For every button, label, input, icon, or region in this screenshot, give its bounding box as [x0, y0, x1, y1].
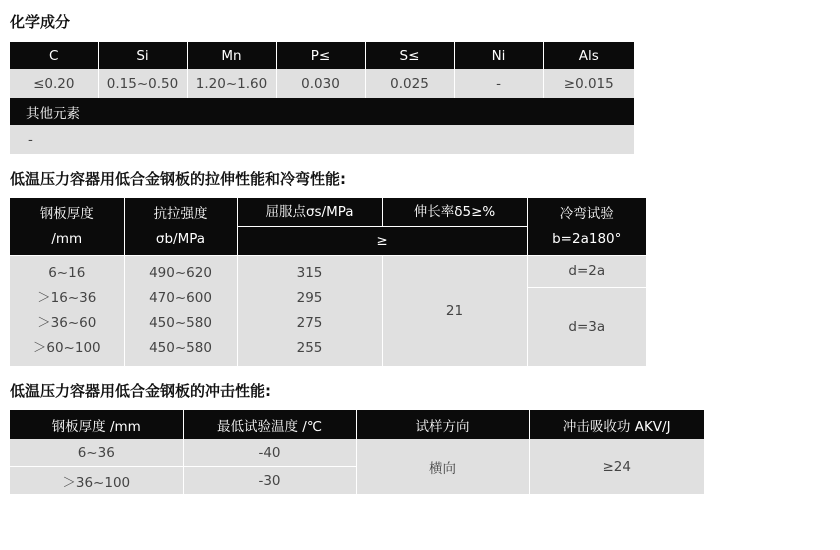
column-header-yield: 屈服点σs/MPa: [237, 198, 382, 227]
thickness-value: ＞16~36: [37, 290, 97, 306]
bend-header-line2: b=2a180°: [552, 230, 622, 247]
value-s: 0.025: [365, 69, 454, 98]
bend-header-line1: 冷弯试验: [559, 205, 614, 222]
thickness-header-line2: /mm: [51, 230, 83, 247]
energy-value: ≥24: [529, 439, 704, 494]
tensile-value: 450~580: [149, 315, 212, 331]
yield-value: 295: [296, 290, 323, 306]
value-als: ≥0.015: [543, 69, 634, 98]
column-header-temperature: 最低试验温度 /℃: [183, 410, 356, 439]
value-mn: 1.20~1.60: [187, 69, 276, 98]
yield-column: [237, 256, 382, 367]
chemical-composition-title: 化学成分: [10, 13, 71, 31]
table-row: [10, 98, 634, 125]
table-row: [10, 256, 646, 367]
tensile-column: [124, 256, 237, 367]
impact-properties-title: 低温压力容器用低合金钢板的冲击性能:: [10, 382, 272, 400]
thickness-value: ＞36~60: [37, 315, 97, 331]
bend-column: [527, 256, 646, 367]
chemical-composition-table: [10, 42, 634, 154]
table-header-row: [10, 42, 634, 69]
tensile-header-line1: 抗拉强度: [153, 205, 208, 222]
temperature-value: -40: [183, 439, 356, 467]
column-header-p: P≤: [276, 42, 365, 69]
column-header-mn: Mn: [187, 42, 276, 69]
other-elements-value: -: [10, 125, 634, 154]
value-c: ≤0.20: [10, 69, 98, 98]
yield-value: 315: [296, 265, 323, 281]
tensile-properties-table: [10, 198, 646, 366]
tensile-value: 470~600: [149, 290, 212, 306]
min-symbol-header: ≥: [237, 227, 527, 256]
thickness-value: ＞60~100: [32, 340, 101, 356]
yield-value: 255: [296, 340, 323, 356]
table-row: [10, 439, 704, 467]
thickness-column: [10, 256, 124, 367]
column-header-s: S≤: [365, 42, 454, 69]
impact-properties-table: [10, 410, 704, 494]
table-row: [10, 69, 634, 98]
thickness-value: 6~36: [10, 439, 183, 467]
yield-value: 275: [296, 315, 323, 331]
table-header-row: [10, 410, 704, 439]
column-header-elongation: 伸长率δ5≥%: [382, 198, 527, 227]
tensile-value: 490~620: [149, 265, 212, 281]
table-header-row: [10, 198, 646, 227]
column-header-si: Si: [98, 42, 187, 69]
table-row: [10, 125, 634, 154]
column-header-thickness: 钢板厚度 /mm: [10, 410, 183, 439]
direction-value: 横向: [356, 439, 529, 494]
bend-value: d=2a: [528, 256, 647, 288]
tensile-value: 450~580: [149, 340, 212, 356]
column-header-direction: 试样方向: [356, 410, 529, 439]
other-elements-header: 其他元素: [10, 98, 634, 125]
column-header-ni: Ni: [454, 42, 543, 69]
value-si: 0.15~0.50: [98, 69, 187, 98]
elongation-value: 21: [382, 256, 527, 367]
column-header-energy: 冲击吸收功 AKV/J: [529, 410, 704, 439]
value-p: 0.030: [276, 69, 365, 98]
tensile-header-line2: σb/MPa: [155, 230, 206, 247]
column-header-thickness: [10, 198, 124, 256]
bend-value: d=3a: [568, 319, 606, 335]
column-header-bend: [527, 198, 646, 256]
column-header-c: C: [10, 42, 98, 69]
value-ni: -: [454, 69, 543, 98]
thickness-value: ＞36~100: [10, 467, 183, 495]
temperature-value: -30: [183, 467, 356, 495]
column-header-tensile: [124, 198, 237, 256]
tensile-properties-title: 低温压力容器用低合金钢板的拉伸性能和冷弯性能:: [10, 170, 347, 188]
column-header-als: Als: [543, 42, 634, 69]
thickness-value: 6~16: [48, 265, 86, 281]
thickness-header-line1: 钢板厚度: [39, 205, 94, 222]
